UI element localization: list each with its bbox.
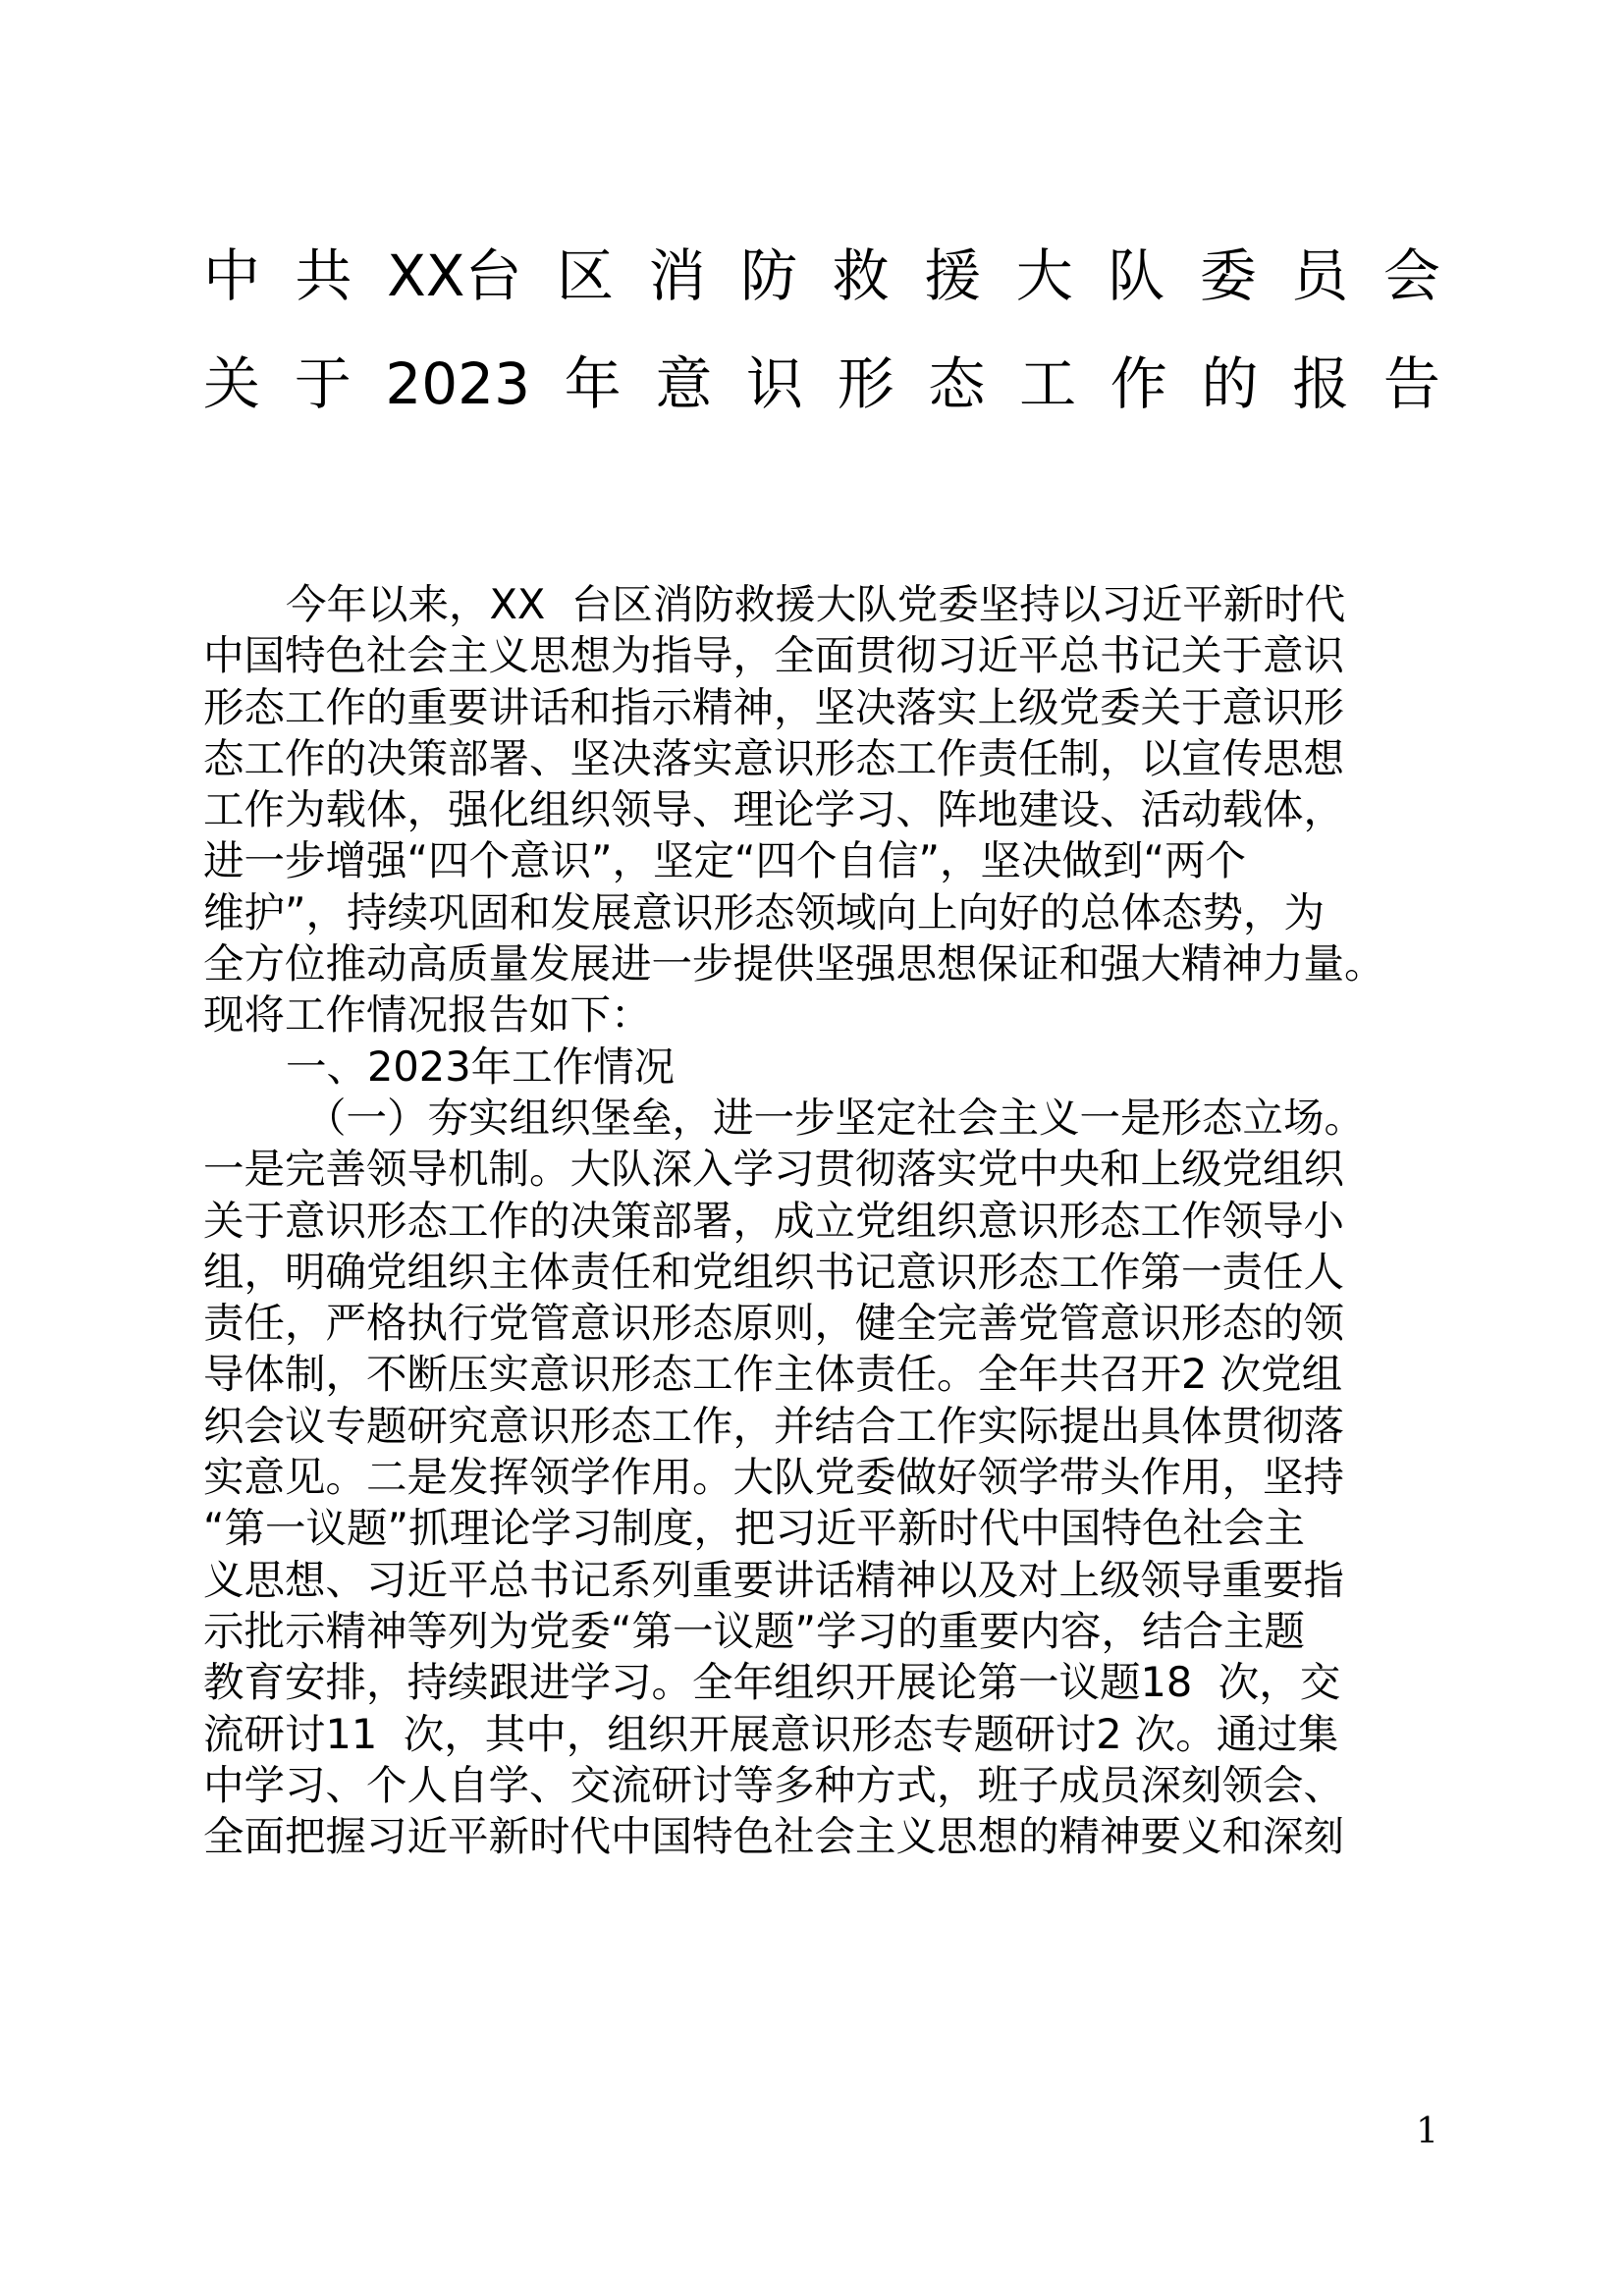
body-line xyxy=(203,682,1440,733)
body-text: 全方位推动高质量发展进一步提供坚强思想保证和强大精神力量。 xyxy=(203,939,1385,988)
document-title xyxy=(203,240,1440,456)
body-text: “第一议题”抓理论学习制度，把习近平新时代中国特色社会主 xyxy=(203,1504,1306,1553)
body-line xyxy=(203,733,1440,784)
page-number: 1 xyxy=(1416,2111,1438,2152)
body-text: 实意见。二是发挥领学作用。大队党委做好领学带头作用，坚持 xyxy=(203,1453,1345,1502)
body-line xyxy=(203,1452,1440,1503)
body-text: 进一步增强“四个意识”，坚定“四个自信”，坚决做到“两个 xyxy=(203,836,1247,885)
title-char: 中 xyxy=(203,242,261,309)
title-char: 识 xyxy=(746,350,804,417)
body-line xyxy=(203,1811,1440,1862)
title-char: 救 xyxy=(832,242,890,309)
body-text: 一是完善领导机制。大队深入学习贯彻落实党中央和上级党组织 xyxy=(203,1145,1345,1194)
title-char: XX台 xyxy=(387,242,522,309)
body-line xyxy=(203,1401,1440,1452)
subsection-heading xyxy=(203,1093,1440,1144)
title-char: 防 xyxy=(740,242,798,309)
body-line xyxy=(203,835,1440,886)
body-text: 织会议专题研究意识形态工作，并结合工作实际提出具体贯彻落 xyxy=(203,1401,1345,1450)
body-line xyxy=(203,630,1440,681)
body-line xyxy=(203,1503,1440,1554)
body-line xyxy=(203,989,1440,1041)
title-char: 消 xyxy=(648,242,706,309)
body-text: 现将工作情况报告如下： xyxy=(203,990,652,1040)
title-char: 委 xyxy=(1199,242,1257,309)
title-char: 队 xyxy=(1108,242,1165,309)
body-text: 工作为载体，强化组织领导、理论学习、阵地建设、活动载体， xyxy=(203,785,1345,834)
body-text: 责任，严格执行党管意识形态原则，健全完善党管意识形态的领 xyxy=(203,1299,1345,1348)
body-text: 中国特色社会主义思想为指导，全面贯彻习近平总书记关于意识 xyxy=(203,631,1345,680)
title-char: 态 xyxy=(928,350,986,417)
title-char: 会 xyxy=(1382,242,1440,309)
body-line xyxy=(203,1657,1440,1708)
body-line xyxy=(203,579,1440,630)
body-text: 形态工作的重要讲话和指示精神，坚决落实上级党委关于意识形 xyxy=(203,682,1345,731)
title-char: 于 xyxy=(294,350,352,417)
title-char: 工 xyxy=(1019,350,1077,417)
body-line xyxy=(203,1196,1440,1247)
document-body xyxy=(203,579,1440,1862)
body-line xyxy=(203,887,1440,938)
title-char: 意 xyxy=(655,350,713,417)
title-char: 2023 xyxy=(385,350,530,417)
body-line xyxy=(203,1760,1440,1811)
body-line xyxy=(203,1606,1440,1657)
body-line xyxy=(203,1349,1440,1400)
title-char: 区 xyxy=(557,242,615,309)
title-char: 报 xyxy=(1292,350,1350,417)
body-line xyxy=(203,784,1440,835)
body-text: 中学习、个人自学、交流研讨等多种方式，班子成员深刻领会、 xyxy=(203,1760,1345,1809)
subsection-heading-text: （一）夯实组织堡垒，进一步坚定社会主义一是形态立场。 xyxy=(305,1093,1366,1142)
title-char: 作 xyxy=(1110,350,1167,417)
body-text: 态工作的决策部署、坚决落实意识形态工作责任制，以宣传思想 xyxy=(203,733,1345,782)
title-line-1 xyxy=(203,240,1440,311)
body-text: 关于意识形态工作的决策部署，成立党组织意识形态工作领导小 xyxy=(203,1196,1345,1245)
title-char: 关 xyxy=(203,350,261,417)
section-heading xyxy=(203,1041,1440,1093)
body-text: 教育安排，持续跟进学习。全年组织开展论第一议题18 次，交 xyxy=(203,1658,1341,1707)
section-heading-text: 一、2023年工作情况 xyxy=(286,1041,676,1091)
title-char: 共 xyxy=(295,242,352,309)
body-line xyxy=(203,1555,1440,1606)
title-line-2 xyxy=(203,348,1440,419)
body-line xyxy=(203,1144,1440,1195)
body-text: 维护”，持续巩固和发展意识形态领域向上向好的总体态势，为 xyxy=(203,887,1326,936)
title-char: 年 xyxy=(564,350,622,417)
body-text: 导体制，不断压实意识形态工作主体责任。全年共召开2 次党组 xyxy=(203,1350,1343,1399)
body-line xyxy=(203,1709,1440,1760)
title-char: 的 xyxy=(1201,350,1259,417)
body-text: 示批示精神等列为党委“第一议题”学习的重要内容，结合主题 xyxy=(203,1606,1306,1655)
title-char: 员 xyxy=(1291,242,1349,309)
body-line xyxy=(203,1298,1440,1349)
body-text: 组，明确党组织主体责任和党组织书记意识形态工作第一责任人 xyxy=(203,1247,1345,1296)
title-char: 告 xyxy=(1382,350,1440,417)
title-char: 形 xyxy=(837,350,894,417)
body-line xyxy=(203,938,1440,989)
body-text: 全面把握习近平新时代中国特色社会主义思想的精神要义和深刻 xyxy=(203,1812,1345,1861)
body-text: 今年以来，XX 台区消防救援大队党委坚持以习近平新时代 xyxy=(286,580,1346,628)
body-text: 义思想、习近平总书记系列重要讲话精神以及对上级领导重要指 xyxy=(203,1555,1345,1604)
body-text: 流研讨11 次，其中，组织开展意识形态专题研讨2 次。通过集 xyxy=(203,1709,1339,1758)
body-line xyxy=(203,1247,1440,1298)
title-char: 援 xyxy=(924,242,982,309)
title-char: 大 xyxy=(1015,242,1073,309)
